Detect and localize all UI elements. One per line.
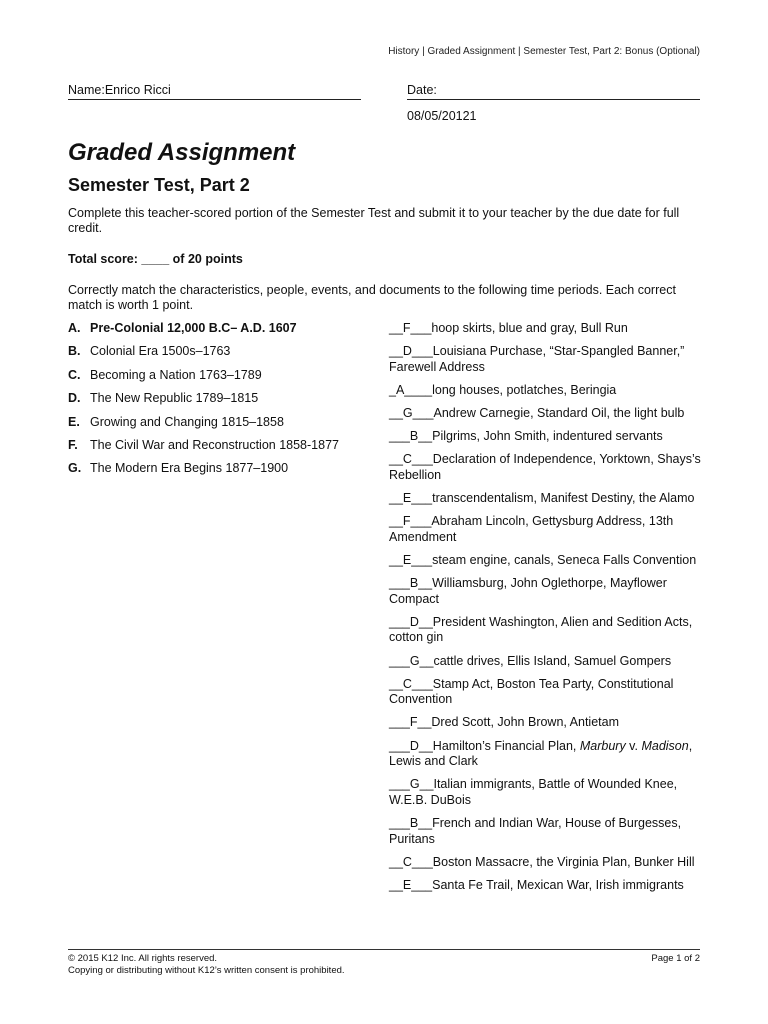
copyright-notice: Copying or distributing without K12’s written consent is prohibited.	[68, 965, 345, 976]
answer-item	[389, 321, 709, 337]
period-letter: G.	[68, 461, 82, 476]
period-text: Pre-Colonial 12,000 B.C– A.D. 1607	[90, 321, 297, 335]
period-item	[68, 391, 368, 414]
period-letter: B.	[68, 344, 81, 359]
answer-letter: __F___	[389, 514, 432, 529]
instructions-text: Complete this teacher-scored portion of the Semester Test and submit it to your teacher by the due date for full credit.	[68, 206, 680, 235]
answer-letter: ___B__	[389, 816, 433, 830]
period-item	[68, 368, 368, 391]
answer-letter: __E___	[389, 877, 433, 892]
answer-item	[389, 553, 709, 569]
copyright-text: © 2015 K12 Inc. All rights reserved.	[68, 953, 218, 964]
answer-text: Santa Fe Trail, Mexican War, Irish immigrants	[432, 877, 684, 892]
total-score: Total score: ____ of 20 points	[68, 252, 243, 266]
answer-letter: __E___	[389, 553, 433, 567]
period-letter: D.	[68, 391, 81, 406]
answer-item	[389, 429, 709, 445]
period-letter: E.	[68, 414, 80, 429]
period-text: The New Republic 1789–1815	[90, 391, 259, 406]
page-number: Page 1 of 2	[651, 953, 700, 964]
answer-text: cattle drives, Ellis Island, Samuel Gompers	[433, 653, 672, 668]
answer-text-part: Hamilton’s Financial Plan,	[432, 738, 580, 753]
period-item	[68, 344, 368, 367]
period-text: Growing and Changing 1815–1858	[90, 414, 284, 429]
period-item	[68, 438, 368, 461]
answer-letter: __G___	[389, 406, 434, 421]
answer-item	[389, 344, 709, 375]
answer-text: steam engine, canals, Seneca Falls Convention	[432, 553, 697, 567]
answer-item	[389, 739, 709, 770]
period-item	[68, 461, 368, 484]
answer-item	[389, 654, 709, 670]
period-letter: A.	[68, 321, 81, 335]
answer-text: long houses, potlatches, Beringia	[432, 382, 617, 397]
page-header-breadcrumb: History | Graded Assignment | Semester Test, Part 2: Bonus (Optional)	[388, 46, 700, 57]
period-item	[68, 415, 368, 438]
answer-letter: ___B__	[389, 576, 433, 591]
answer-item	[389, 715, 709, 731]
answer-text: transcendentalism, Manifest Destiny, the Alamo	[432, 491, 695, 506]
answer-text-part: v.	[625, 738, 642, 753]
answer-letter: ___D__	[389, 738, 433, 753]
answer-letter: __C___	[389, 452, 433, 467]
answer-text: Louisiana Purchase, “Star-Spangled Banner,” Farewell Address	[389, 344, 685, 374]
answer-letter: __E___	[389, 491, 433, 506]
answer-letter: ___F__	[389, 715, 432, 730]
page-title: Graded Assignment	[68, 139, 296, 166]
answer-letter: __F___	[389, 321, 432, 335]
answer-text: Pilgrims, John Smith, indentured servants	[432, 429, 663, 444]
answer-item	[389, 383, 709, 399]
answer-text: Boston Massacre, the Virginia Plan, Bunker Hill	[432, 854, 695, 869]
answer-item	[389, 576, 709, 607]
footer-copyright	[68, 953, 345, 977]
footer-divider	[68, 949, 700, 950]
answer-item	[389, 615, 709, 646]
answer-text: French and Indian War, House of Burgesses, Puritans	[389, 816, 682, 846]
answer-item	[389, 777, 709, 808]
answer-text: President Washington, Alien and Sedition Acts, cotton gin	[389, 614, 693, 645]
match-instructions: Correctly match the characteristics, people, events, and documents to the following time periods. Each correct match is worth 1 point.	[68, 283, 676, 312]
time-periods-list	[68, 321, 368, 485]
answer-letter: __C___	[389, 854, 433, 869]
case-name-italic: Madison	[641, 738, 689, 753]
answer-letter: __D___	[389, 344, 433, 359]
case-name-italic: Marbury	[579, 738, 626, 753]
period-text: The Civil War and Reconstruction 1858-1877	[90, 437, 339, 452]
answer-letter: ___G__	[389, 777, 434, 792]
answer-letter: __C___	[389, 676, 433, 691]
answer-item	[389, 491, 709, 507]
answer-item	[389, 878, 709, 894]
answer-letter: _A____	[389, 382, 433, 397]
answer-item	[389, 677, 709, 708]
answers-list	[389, 321, 709, 901]
answer-letter: ___B__	[389, 429, 433, 444]
answer-letter: ___D__	[389, 614, 433, 629]
answer-item	[389, 816, 709, 847]
answer-text: Abraham Lincoln, Gettysburg Address, 13th Amendment	[389, 514, 674, 544]
date-field: Date:	[407, 83, 700, 100]
page-subtitle: Semester Test, Part 2	[68, 175, 250, 195]
answer-text: Williamsburg, John Oglethorpe, Mayflower Compact	[389, 576, 667, 606]
answer-item	[389, 514, 709, 545]
answer-text: Declaration of Independence, Yorktown, Shays’s Rebellion	[389, 452, 701, 482]
answer-text: Andrew Carnegie, Standard Oil, the light bulb	[433, 406, 685, 421]
answer-item	[389, 406, 709, 422]
date-value: 08/05/20121	[407, 109, 477, 123]
answer-text: Italian immigrants, Battle of Wounded Knee, W.E.B. DuBois	[389, 777, 678, 807]
period-item	[68, 321, 368, 344]
period-letter: F.	[68, 437, 78, 452]
answer-letter: ___G__	[389, 653, 434, 668]
answer-text: Stamp Act, Boston Tea Party, Constitutional Convention	[389, 676, 674, 707]
answer-text: hoop skirts, blue and gray, Bull Run	[431, 321, 628, 335]
period-letter: C.	[68, 367, 81, 382]
answer-item	[389, 855, 709, 871]
answer-text-part: , Lewis and Clark	[389, 738, 693, 769]
name-field: Name:Enrico Ricci	[68, 83, 361, 100]
answer-text: Dred Scott, John Brown, Antietam	[431, 715, 619, 730]
answer-item	[389, 452, 709, 483]
period-text: Colonial Era 1500s–1763	[90, 344, 231, 359]
period-text: Becoming a Nation 1763–1789	[90, 367, 262, 382]
period-text: The Modern Era Begins 1877–1900	[90, 461, 289, 476]
